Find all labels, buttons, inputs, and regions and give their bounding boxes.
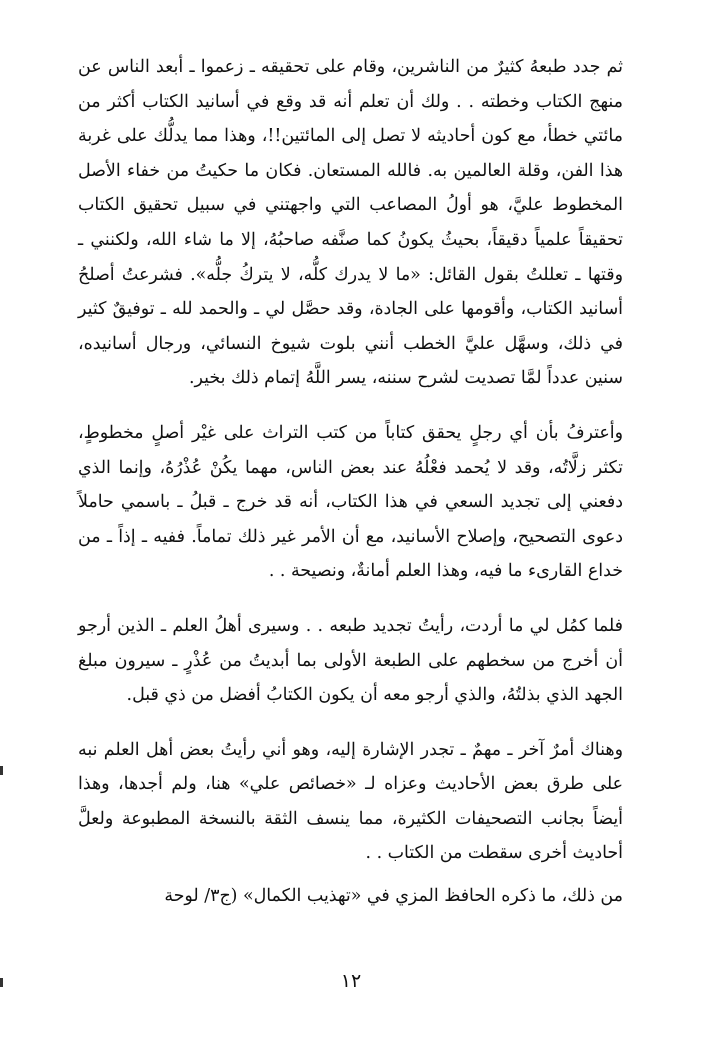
- paragraph-3: فلما كمُل لي ما أردت، رأيتُ تجديد طبعه . . وسيرى أهلُ العلم ـ الذين أرجو أن أخرج من سخطهم على الطبعة الأولى بما أبديتُ من عُذْرٍ ـ سيرون مبلغ الجهد الذي بذلتُهُ، والذي أرجو معه أن يكون الكتابُ أفضل من ذي قبل.: [78, 615, 623, 706]
- paragraph-1: ثم جدد طبعهُ كثيرٌ من الناشرين، وقام على تحقيقه ـ زعموا ـ أبعد الناس عن منهج الكتاب وخطته . . ولك أن تعلم أنه قد وقع في أسانيد الكتاب أكثر من مائتي خطأ، مع كون أحاديثه لا تصل إلى المائتين!!، وهذا مما يدلُّك على غربة هذا الفن، وقلة العالمين به. فالله المستعان. فكان ما حكيتُ من خفاء الأصل المخطوط عليَّ، هو أولُ المصاعب التي واجهتني في سبيل تحقيق الكتاب تحقيقاً علمياً دقيقاً، بحيثُ يكونُ كما صنَّفه صاحبُهُ، إلا ما شاء الله، ولكنني ـ وقتها ـ تعللتُ بقول القائل: «ما لا يدرك كلُّه، لا يتركُ جلُّه». فشرعتُ أصلحُ أسانيد الكتاب، وأقومها على الجادة، وقد حصَّل لي ـ والحمد لله ـ توفيقٌ كثير في ذلك، وسهَّل عليَّ الخطب أنني بلوت شيوخ النسائي، ورجال أسانيده، سنين عدداً لمَّا تصديت لشرح سننه، يسر اللَّهُ إتمام ذلك بخير.: [78, 57, 623, 389]
- paragraph-4: وهناك أمرٌ آخر ـ مهمٌ ـ تجدر الإشارة إليه، وهو أني رأيتُ بعض أهل العلم نبه على طرق بعض الأحاديث وعزاه لـ «خصائص علي» هنا، ولم أجدها، وهذا أيضاً بجانب التصحيفات الكثيرة، مما ينسف الثقة بالنسخة المطبوعة ولعلَّ أحاديث أخرى سقطت من الكتاب . .: [78, 739, 623, 864]
- scan-edge-mark: [0, 978, 3, 987]
- page-number: ١٢: [340, 970, 362, 992]
- paragraph-5: من ذلك، ما ذكره الحافظ المزي في «تهذيب الكمال» (ج٣/ لوحة: [164, 886, 623, 907]
- page-body: [78, 50, 623, 914]
- paragraph-2: وأعترفُ بأن أي رجلٍ يحقق كتاباً من كتب التراث على غيْر أصلٍ مخطوطٍ، تكثر زلَّاتُه، وقد لا يُحمد فعْلُهُ عند بعض الناس، مهما يكُنْ عُذْرُهُ، وإنما الذي دفعني إلى تجديد السعي في هذا الكتاب، أنه قد خرج ـ قبلُ ـ باسمي حاملاً دعوى التصحيح، وإصلاح الأسانيد، مع أن الأمر غير ذلك تماماً. ففيه ـ إذاً ـ من خداع القارىء ما فيه، وهذا العلم أمانةٌ، ونصيحة . .: [78, 422, 623, 582]
- scan-edge-mark: [0, 766, 3, 775]
